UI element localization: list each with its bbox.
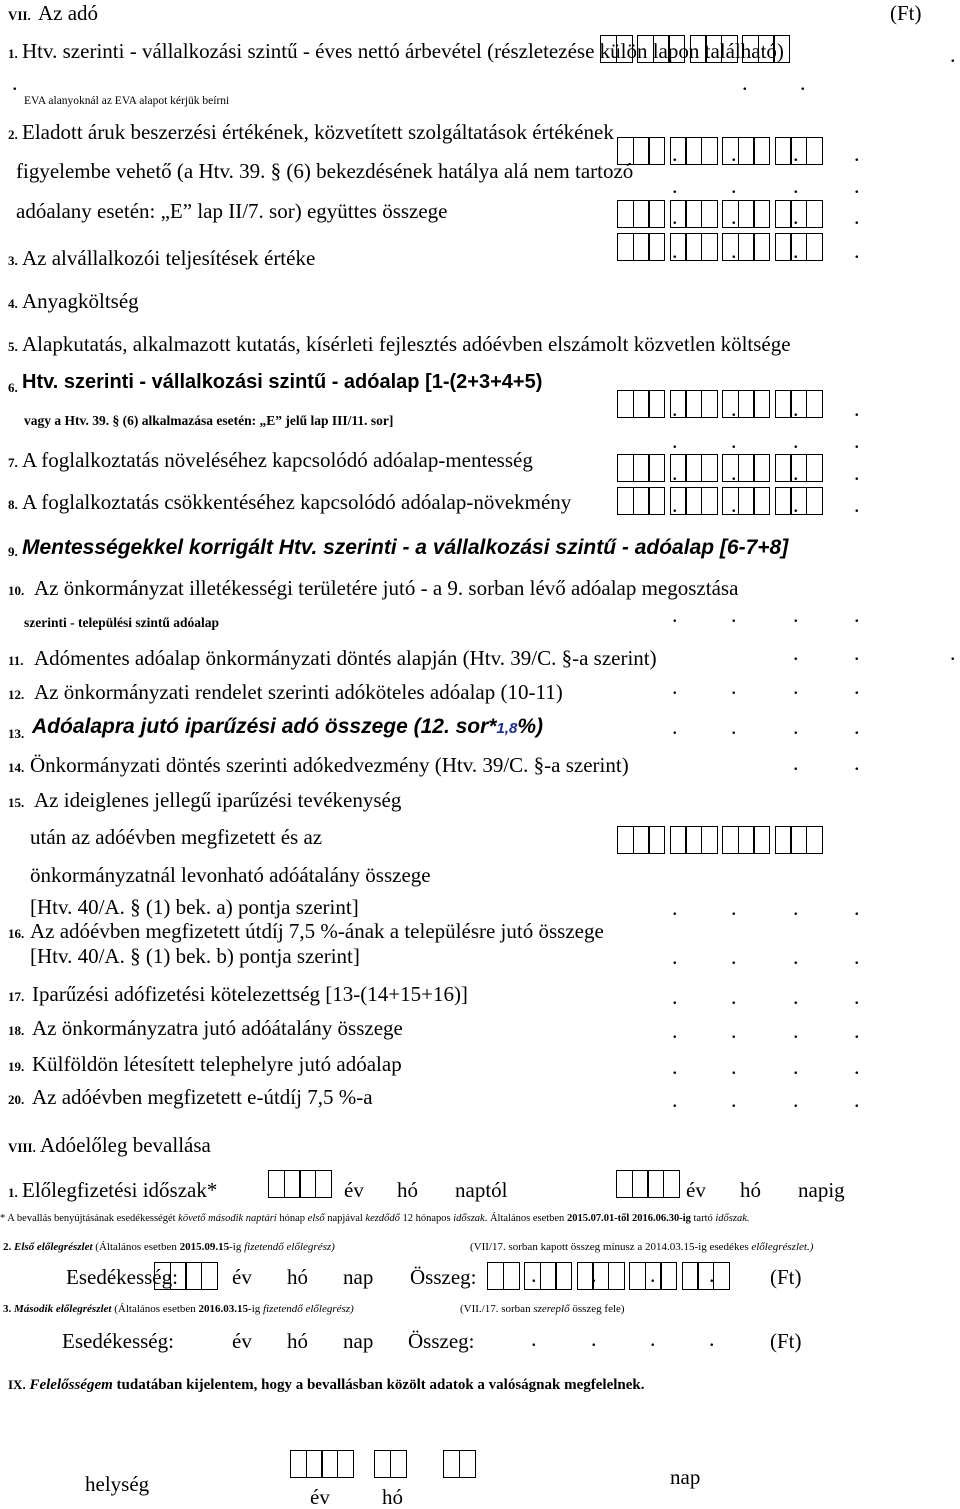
row-16-label-1: Az adóévben megfizetett útdíj 7,5 %-ának a településre jutó összege [30,919,604,943]
row-1-dot: . [12,70,18,95]
row-16-label-2: [Htv. 40/A. § (1) bek. b) pontja szerint] [30,944,360,968]
row-8-label: A foglalkoztatás csökkentéséhez kapcsolódó adóalap-növekmény [22,490,572,514]
row-10-number: 10. [8,583,25,598]
row-13-number: 13. [8,726,25,741]
advance-from-year-field[interactable] [268,1170,330,1198]
row-2-amount-field-a[interactable] [617,137,821,165]
second-month-label: hó [287,1329,308,1353]
unit-label: (Ft) [890,1,922,25]
row-18-label: Az önkormányzatra jutó adóátalány összege [32,1016,403,1040]
row-1-dot: . [742,70,748,95]
dot: . [731,1054,737,1079]
date-day-field[interactable] [443,1450,474,1478]
row-1-note: EVA alanyoknál az EVA alapot kérjük beírni [24,95,230,107]
row-19-label: Külföldön létesített telephelyre jutó adóalap [32,1052,402,1076]
dot: . [672,141,678,166]
row-1-number: 1. [8,46,18,61]
dot: . [950,640,956,665]
dot: . [672,674,678,699]
dot: . [672,460,678,485]
row-1-amount-field[interactable] [600,35,789,63]
dot: . [854,984,860,1009]
dot: . [731,173,737,198]
advance-to-label: napig [798,1178,845,1202]
dot: . [672,944,678,969]
tax-rate[interactable]: 1,8 [496,720,518,737]
dot: . [793,602,799,627]
row-5-label: Alapkutatás, alkalmazott kutatás, kísérleti fejlesztés adóévben elszámolt közvetlen költsége [22,332,791,356]
dot: . [709,1262,715,1287]
row-7-label: A foglalkoztatás növeléséhez kapcsolódó adóalap-mentesség [22,448,533,472]
dot: . [793,1054,799,1079]
first-due-year-field[interactable] [154,1262,216,1290]
row-9-number: 9. [8,544,18,559]
dot: . [854,640,860,665]
second-unit: (Ft) [770,1329,802,1353]
row-15-label-2: után az adóévben megfizetett és az [30,825,323,849]
row-15-number: 15. [8,795,25,810]
row-2-number: 2. [8,127,18,142]
dot: . [672,714,678,739]
row-11-label: Adómentes adóalap önkormányzati döntés alapján (Htv. 39/C. §-a szerint) [34,646,657,670]
row-17-label: Iparűzési adófizetési kötelezettség [13-(14+15+16)] [32,982,468,1006]
section-8-number: VIII. [8,1140,36,1155]
dot: . [793,750,799,775]
dot: . [793,714,799,739]
dot: . [793,173,799,198]
dot: . [672,204,678,229]
advance-to-month-label: hó [740,1178,761,1202]
dot: . [672,1087,678,1112]
place-label: helység [85,1472,150,1496]
dot: . [793,674,799,699]
row-10-sub: szerinti - települési szintű adóalap [24,615,219,630]
first-unit: (Ft) [770,1265,802,1289]
dot: . [672,428,678,453]
dot: . [731,895,737,920]
dot: . [793,984,799,1009]
dot: . [591,1262,597,1287]
row-4-label: Anyagköltség [22,289,139,313]
advance-to-year-label: év [686,1178,706,1202]
row-6-sub: vagy a Htv. 39. § (6) alkalmazása esetén: „E” jelű lap III/11. sor] [24,413,394,428]
row-11-number: 11. [8,653,24,668]
section-7-number: VII. [8,8,31,23]
dot: . [793,492,799,517]
row-14-label: Önkormányzati döntés szerinti adókedvezmény (Htv. 39/C. §-a szerint) [30,753,629,777]
advance-from-year-label: év [344,1178,364,1202]
row-2-label-1: Eladott áruk beszerzési értékének, közvetített szolgáltatások értékének [22,120,614,144]
row-5-number: 5. [8,339,18,354]
dot: . [854,460,860,485]
section-7-title: Az adó [38,1,99,25]
date-month-field[interactable] [374,1450,405,1478]
row-8-number: 8. [8,497,18,512]
dot: . [672,984,678,1009]
dot: . [854,750,860,775]
row-3-label: Az alvállalkozói teljesítések értéke [22,246,316,270]
second-installment-note: (VII./17. sorban szereplő összeg fele) [460,1303,625,1315]
dot: . [672,895,678,920]
row-6-number: 6. [8,380,18,395]
row-17-number: 17. [8,989,25,1004]
date-year-field[interactable] [290,1450,352,1478]
row-1-dot: . [800,70,806,95]
first-month-label: hó [287,1265,308,1289]
row-3-number: 3. [8,253,18,268]
dot: . [793,204,799,229]
row-6-label: Htv. szerinti - vállalkozási szintű - adóalap [1-(2+3+4+5) [22,371,543,393]
dot: . [650,1262,656,1287]
row-2-amount-field-b[interactable] [617,200,821,228]
row-8-amount-field[interactable] [617,487,821,515]
row-15-label-4: [Htv. 40/A. § (1) bek. a) pontja szerint] [30,895,359,919]
dot: . [793,944,799,969]
dot: . [854,1018,860,1043]
dot: . [731,396,737,421]
dot: . [854,141,860,166]
dot: . [854,944,860,969]
dot: . [854,714,860,739]
row-19-number: 19. [8,1059,25,1074]
dot: . [591,1326,597,1351]
row-13-label: Adóalapra jutó iparűzési adó összege (12. sor*1,8%) [32,715,543,738]
dot: . [854,674,860,699]
first-installment-heading: 2. Első előlegrészlet (Általános esetben 2015.09.15-ig fizetendő előlegrész) [3,1241,335,1253]
row-15-label-1: Az ideiglenes jellegű iparűzési tevékenység [34,788,402,812]
second-installment-heading: 3. Második előlegrészlet (Általános esetben 2016.03.15-ig fizetendő előlegrész) [3,1303,354,1315]
first-sum-field[interactable] [487,1262,728,1290]
row-2-label-3: adóalany esetén: „E” lap II/7. sor) együttes összege [16,199,448,223]
section-8-title: Adóelőleg bevallása [40,1133,211,1157]
date-year-label: év [310,1485,330,1509]
dot: . [854,895,860,920]
row-7-amount-field[interactable] [617,454,821,485]
advance-to-year-field[interactable] [616,1170,678,1198]
dot: . [793,1087,799,1112]
dot: . [854,1087,860,1112]
first-installment-note: (VII/17. sorban kapott összeg mínusz a 2014.03.15-ig esedékes előlegrészlet.) [470,1241,814,1253]
dot: . [854,173,860,198]
dot: . [672,602,678,627]
row-12-number: 12. [8,687,25,702]
dot: . [854,204,860,229]
row-12-label: Az önkormányzati rendelet szerinti adóköteles adóalap (10-11) [34,680,563,704]
row-1-dot: . [950,42,956,67]
dot: . [731,944,737,969]
row-15-amount-field[interactable] [617,826,821,854]
first-sum-label: Összeg: [410,1265,477,1289]
dot: . [672,238,678,263]
dot: . [531,1326,537,1351]
row-1-label: Htv. szerinti - vállalkozási szintű - éves nettó árbevétel (részletezése külön lapon található) [22,39,784,63]
first-due-label: Esedékesség: [66,1265,178,1289]
row-2-label-2: figyelembe vehető (a Htv. 39. § (6) bekezdésének hatálya alá nem tartozó [16,159,634,183]
dot: . [731,460,737,485]
dot: . [854,396,860,421]
dot: . [793,895,799,920]
dot: . [731,492,737,517]
advance-number: 1. [8,1185,18,1200]
dot: . [672,396,678,421]
second-year-label: év [232,1329,252,1353]
dot: . [672,173,678,198]
declaration: IX. Felelősségem tudatában kijelentem, hogy a bevallásban közölt adatok a valóságnak megfelelnek. [8,1377,645,1393]
dot: . [854,492,860,517]
first-year-label: év [232,1265,252,1289]
row-3-amount-field[interactable] [617,233,821,261]
dot: . [731,238,737,263]
row-6-amount-field[interactable] [617,390,821,421]
dot: . [793,640,799,665]
row-20-number: 20. [8,1092,25,1107]
second-due-label: Esedékesség: [62,1329,174,1353]
dot: . [531,1262,537,1287]
dot: . [650,1326,656,1351]
dot: . [793,1018,799,1043]
dot: . [731,1087,737,1112]
row-10-label: Az önkormányzat illetékességi területére jutó - a 9. sorban lévő adóalap megosztása [34,576,739,600]
row-18-number: 18. [8,1023,25,1038]
dot: . [672,492,678,517]
dot: . [731,428,737,453]
date-month-label: hó [382,1485,403,1509]
dot: . [731,674,737,699]
dot: . [731,714,737,739]
dot: . [672,1018,678,1043]
advance-label: Előlegfizetési időszak* [22,1178,218,1202]
dot: . [793,141,799,166]
advance-from-label: naptól [455,1178,508,1202]
dot: . [793,428,799,453]
advance-footnote: * A bevallás benyújtásának esedékességét követő második naptári hónap első napjával kezdődő 12 hónapos időszak. Általános esetben 2015.07.01-től 2016.06.30-ig tartó időszak. [0,1213,750,1224]
row-20-label: Az adóévben megfizetett e-útdíj 7,5 %-a [32,1085,373,1109]
row-14-number: 14. [8,760,25,775]
first-day-label: nap [343,1265,374,1289]
second-sum-label: Összeg: [408,1329,475,1353]
dot: . [709,1326,715,1351]
dot: . [731,602,737,627]
dot: . [793,396,799,421]
date-day-label: nap [670,1465,701,1489]
dot: . [854,1054,860,1079]
row-15-label-3: önkormányzatnál levonható adóátalány összege [30,863,431,887]
advance-from-month-label: hó [397,1178,418,1202]
dot: . [731,141,737,166]
dot: . [793,460,799,485]
dot: . [793,238,799,263]
dot: . [731,204,737,229]
dot: . [672,1054,678,1079]
row-7-number: 7. [8,455,18,470]
row-9-label: Mentességekkel korrigált Htv. szerinti - a vállalkozási szintű - adóalap [6-7+8] [22,536,789,559]
dot: . [731,1018,737,1043]
dot: . [731,984,737,1009]
dot: . [854,238,860,263]
row-4-number: 4. [8,296,18,311]
dot: . [854,602,860,627]
second-day-label: nap [343,1329,374,1353]
dot: . [854,428,860,453]
row-16-number: 16. [8,926,25,941]
